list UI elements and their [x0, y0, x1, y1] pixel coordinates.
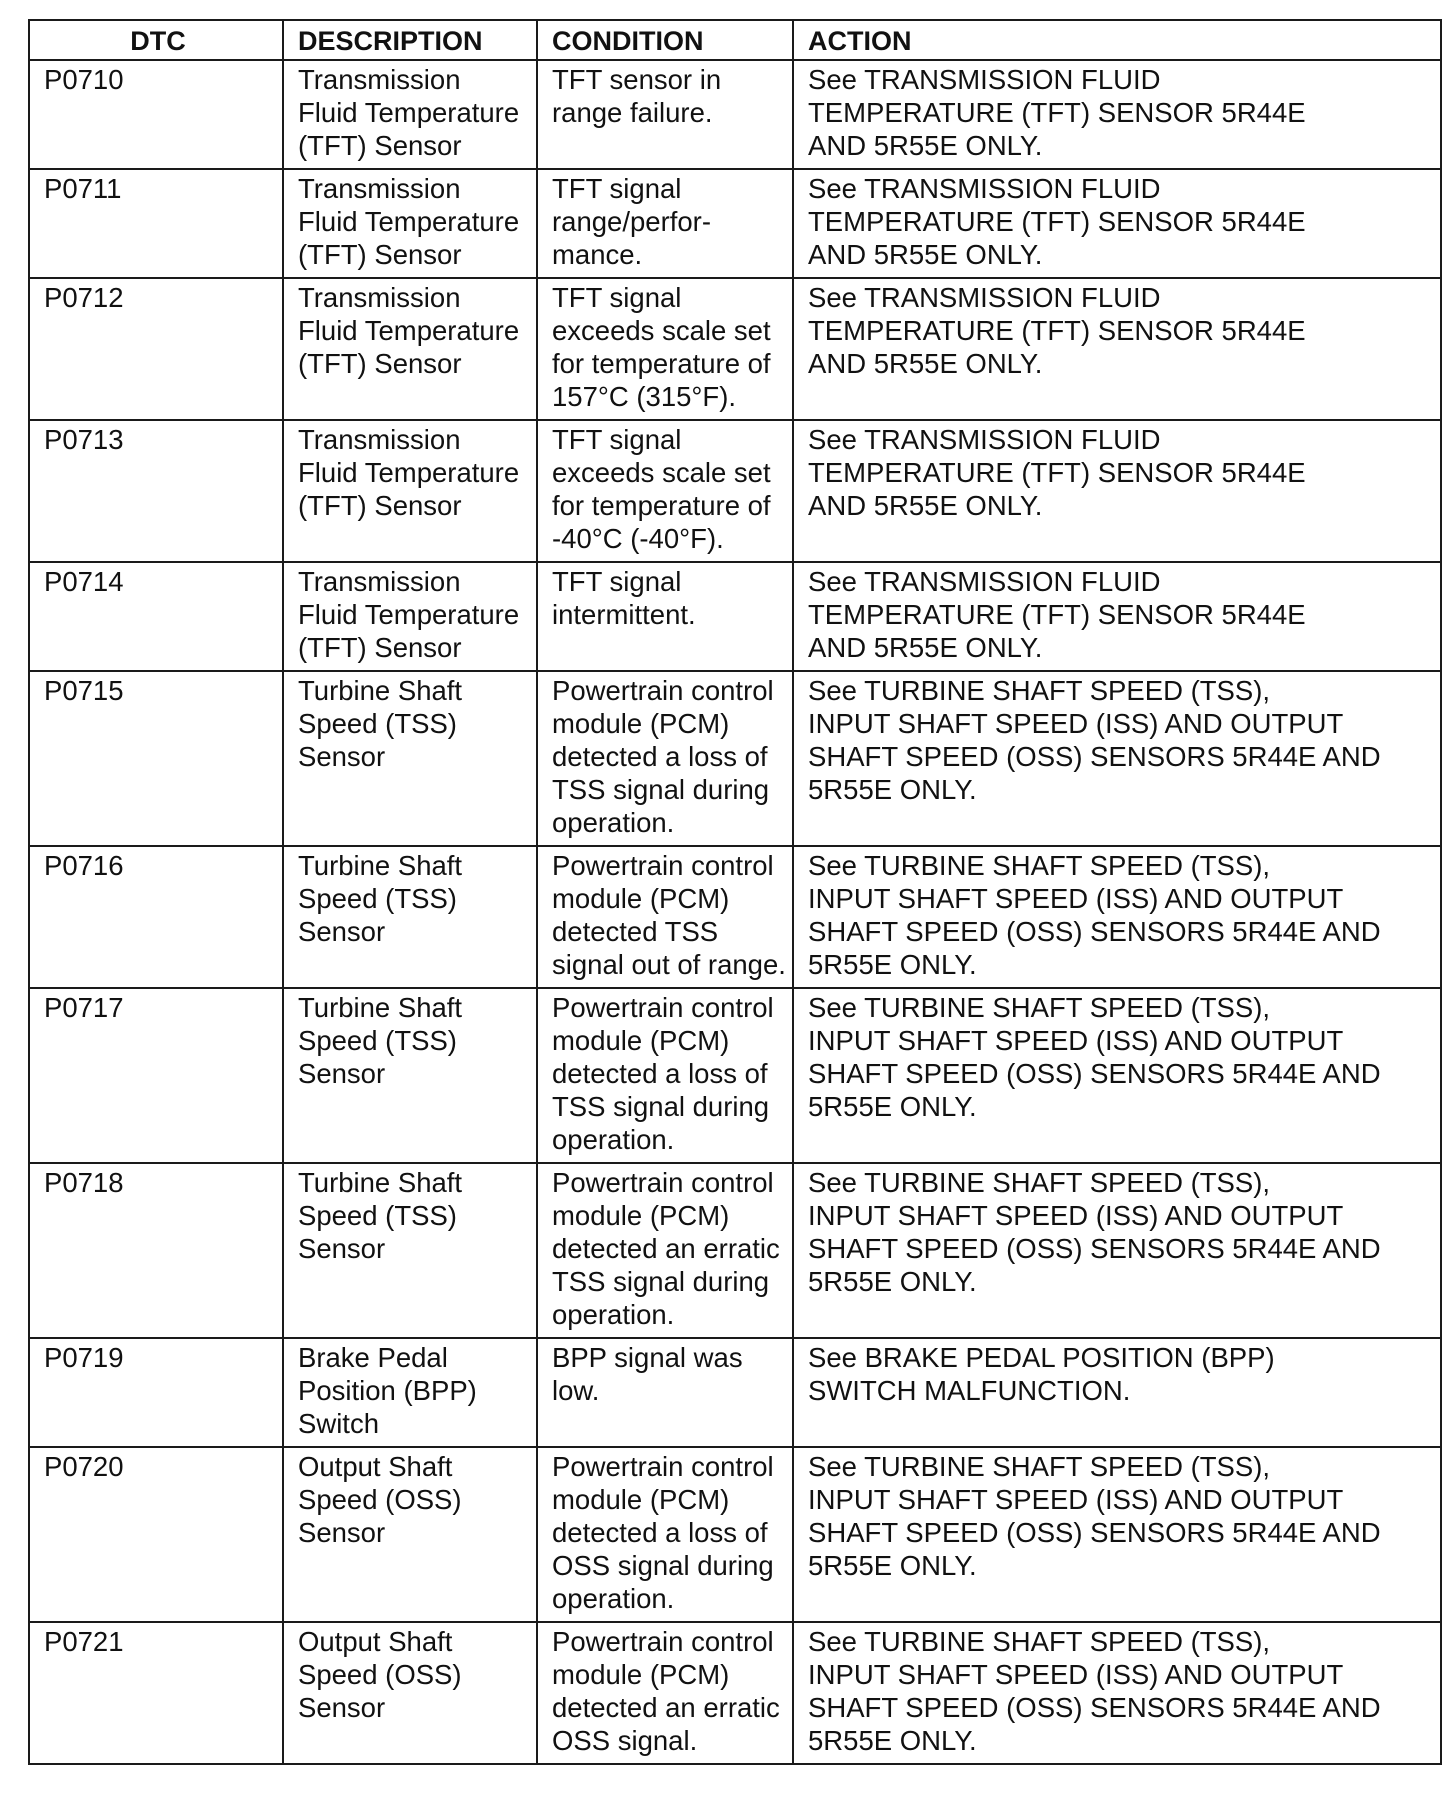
action-line: 5R55E ONLY.	[808, 1266, 977, 1297]
cell-description	[283, 278, 537, 420]
condition-line: TSS signal during	[552, 1091, 770, 1122]
table-row	[29, 1338, 1441, 1447]
action-line: 5R55E ONLY.	[808, 1091, 977, 1122]
action-line: See TRANSMISSION FLUID	[808, 566, 1161, 597]
condition-line: operation.	[552, 1299, 675, 1330]
condition-line: TFT signal	[552, 424, 682, 455]
cell-description	[283, 988, 537, 1163]
cell-condition	[537, 1338, 793, 1447]
cell-dtc: P0710	[29, 60, 283, 169]
condition-line: 157°C (315°F).	[552, 381, 737, 412]
condition-line: Powertrain control	[552, 992, 774, 1023]
action-line: INPUT SHAFT SPEED (ISS) AND OUTPUT	[808, 1659, 1344, 1690]
action-line: 5R55E ONLY.	[808, 949, 977, 980]
cell-dtc: P0716	[29, 846, 283, 988]
cell-action	[793, 1338, 1441, 1447]
action-line: SHAFT SPEED (OSS) SENSORS 5R44E AND	[808, 1517, 1381, 1548]
description-line: (TFT) Sensor	[298, 348, 462, 379]
action-line: SHAFT SPEED (OSS) SENSORS 5R44E AND	[808, 1692, 1381, 1723]
header-condition: CONDITION	[537, 20, 793, 60]
description-line: Speed (OSS)	[298, 1659, 462, 1690]
condition-line: detected a loss of	[552, 1517, 768, 1548]
action-line: SHAFT SPEED (OSS) SENSORS 5R44E AND	[808, 916, 1381, 947]
cell-dtc: P0711	[29, 169, 283, 278]
description-line: Sensor	[298, 1233, 386, 1264]
cell-dtc: P0714	[29, 562, 283, 671]
action-line: 5R55E ONLY.	[808, 1550, 977, 1581]
cell-action	[793, 988, 1441, 1163]
cell-condition	[537, 988, 793, 1163]
cell-description	[283, 671, 537, 846]
action-line: See TRANSMISSION FLUID	[808, 424, 1161, 455]
action-line: TEMPERATURE (TFT) SENSOR 5R44E	[808, 457, 1306, 488]
cell-action	[793, 420, 1441, 562]
table-row	[29, 988, 1441, 1163]
description-line: Transmission	[298, 282, 461, 313]
action-line: See TURBINE SHAFT SPEED (TSS),	[808, 1167, 1271, 1198]
condition-line: module (PCM)	[552, 1484, 730, 1515]
header-action: ACTION	[793, 20, 1441, 60]
condition-line: Powertrain control	[552, 1626, 774, 1657]
condition-line: detected a loss of	[552, 741, 768, 772]
description-line: Output Shaft	[298, 1626, 453, 1657]
condition-line: detected a loss of	[552, 1058, 768, 1089]
cell-description	[283, 1447, 537, 1622]
condition-line: range/perfor-	[552, 206, 711, 237]
description-line: Speed (OSS)	[298, 1484, 462, 1515]
cell-description	[283, 562, 537, 671]
condition-line: range failure.	[552, 97, 713, 128]
action-line: 5R55E ONLY.	[808, 774, 977, 805]
condition-line: module (PCM)	[552, 1025, 730, 1056]
action-line: See TRANSMISSION FLUID	[808, 282, 1161, 313]
cell-action	[793, 1447, 1441, 1622]
cell-action	[793, 169, 1441, 278]
action-line: INPUT SHAFT SPEED (ISS) AND OUTPUT	[808, 1025, 1344, 1056]
cell-description	[283, 169, 537, 278]
condition-line: Powertrain control	[552, 850, 774, 881]
cell-condition	[537, 169, 793, 278]
cell-description	[283, 420, 537, 562]
table-row	[29, 846, 1441, 988]
header-dtc: DTC	[29, 20, 283, 60]
condition-line: -40°C (-40°F).	[552, 523, 724, 554]
description-line: Sensor	[298, 1058, 386, 1089]
cell-condition	[537, 278, 793, 420]
description-line: Sensor	[298, 1692, 386, 1723]
cell-condition	[537, 1622, 793, 1764]
cell-condition	[537, 420, 793, 562]
action-line: SHAFT SPEED (OSS) SENSORS 5R44E AND	[808, 1058, 1381, 1089]
description-line: Speed (TSS)	[298, 883, 457, 914]
cell-condition	[537, 846, 793, 988]
condition-line: TFT signal	[552, 566, 682, 597]
condition-line: operation.	[552, 1124, 675, 1155]
action-line: TEMPERATURE (TFT) SENSOR 5R44E	[808, 315, 1306, 346]
cell-description	[283, 846, 537, 988]
description-line: Position (BPP)	[298, 1375, 477, 1406]
action-line: TEMPERATURE (TFT) SENSOR 5R44E	[808, 97, 1306, 128]
condition-line: module (PCM)	[552, 708, 730, 739]
description-line: Turbine Shaft	[298, 675, 463, 706]
action-line: INPUT SHAFT SPEED (ISS) AND OUTPUT	[808, 1200, 1344, 1231]
cell-action	[793, 671, 1441, 846]
cell-description	[283, 1338, 537, 1447]
cell-action	[793, 60, 1441, 169]
condition-line: OSS signal during	[552, 1550, 774, 1581]
cell-description	[283, 60, 537, 169]
action-line: See TURBINE SHAFT SPEED (TSS),	[808, 992, 1271, 1023]
table-row	[29, 562, 1441, 671]
cell-dtc: P0721	[29, 1622, 283, 1764]
action-line: See BRAKE PEDAL POSITION (BPP)	[808, 1342, 1275, 1373]
condition-line: mance.	[552, 239, 643, 270]
cell-dtc: P0720	[29, 1447, 283, 1622]
condition-line: BPP signal was	[552, 1342, 743, 1373]
description-line: Sensor	[298, 1517, 386, 1548]
description-line: Transmission	[298, 566, 461, 597]
description-line: Fluid Temperature	[298, 97, 520, 128]
action-line: INPUT SHAFT SPEED (ISS) AND OUTPUT	[808, 708, 1344, 739]
action-line: AND 5R55E ONLY.	[808, 490, 1043, 521]
cell-condition	[537, 60, 793, 169]
action-line: 5R55E ONLY.	[808, 1725, 977, 1756]
condition-line: module (PCM)	[552, 883, 730, 914]
table-row	[29, 1163, 1441, 1338]
condition-line: TFT sensor in	[552, 64, 722, 95]
condition-line: TSS signal during	[552, 1266, 770, 1297]
action-line: INPUT SHAFT SPEED (ISS) AND OUTPUT	[808, 883, 1344, 914]
description-line: Sensor	[298, 741, 386, 772]
description-line: Fluid Temperature	[298, 599, 520, 630]
condition-line: Powertrain control	[552, 1451, 774, 1482]
condition-line: operation.	[552, 807, 675, 838]
action-line: TEMPERATURE (TFT) SENSOR 5R44E	[808, 599, 1306, 630]
description-line: Brake Pedal	[298, 1342, 448, 1373]
description-line: Output Shaft	[298, 1451, 453, 1482]
cell-dtc: P0713	[29, 420, 283, 562]
description-line: Speed (TSS)	[298, 1200, 457, 1231]
description-line: (TFT) Sensor	[298, 490, 462, 521]
action-line: AND 5R55E ONLY.	[808, 239, 1043, 270]
table-row	[29, 169, 1441, 278]
description-line: Fluid Temperature	[298, 206, 520, 237]
description-line: Speed (TSS)	[298, 1025, 457, 1056]
cell-action	[793, 846, 1441, 988]
table-row	[29, 278, 1441, 420]
cell-action	[793, 1163, 1441, 1338]
condition-line: intermittent.	[552, 599, 696, 630]
cell-condition	[537, 1163, 793, 1338]
condition-line: OSS signal.	[552, 1725, 698, 1756]
description-line: Turbine Shaft	[298, 850, 463, 881]
cell-action	[793, 1622, 1441, 1764]
condition-line: Powertrain control	[552, 1167, 774, 1198]
action-line: See TRANSMISSION FLUID	[808, 64, 1161, 95]
description-line: Fluid Temperature	[298, 315, 520, 346]
action-line: SHAFT SPEED (OSS) SENSORS 5R44E AND	[808, 1233, 1381, 1264]
condition-line: exceeds scale set	[552, 457, 771, 488]
condition-line: module (PCM)	[552, 1659, 730, 1690]
cell-action	[793, 278, 1441, 420]
condition-line: low.	[552, 1375, 600, 1406]
action-line: AND 5R55E ONLY.	[808, 348, 1043, 379]
cell-action	[793, 562, 1441, 671]
description-line: (TFT) Sensor	[298, 130, 462, 161]
cell-condition	[537, 671, 793, 846]
table-row	[29, 1447, 1441, 1622]
action-line: See TRANSMISSION FLUID	[808, 173, 1161, 204]
cell-dtc: P0719	[29, 1338, 283, 1447]
condition-line: for temperature of	[552, 490, 771, 521]
description-line: Transmission	[298, 424, 461, 455]
table-row	[29, 671, 1441, 846]
cell-description	[283, 1163, 537, 1338]
action-line: See TURBINE SHAFT SPEED (TSS),	[808, 1451, 1271, 1482]
description-line: Fluid Temperature	[298, 457, 520, 488]
condition-line: exceeds scale set	[552, 315, 771, 346]
action-line: AND 5R55E ONLY.	[808, 130, 1043, 161]
condition-line: operation.	[552, 1583, 675, 1614]
action-line: AND 5R55E ONLY.	[808, 632, 1043, 663]
cell-description	[283, 1622, 537, 1764]
condition-line: Powertrain control	[552, 675, 774, 706]
table-body	[29, 60, 1441, 1764]
cell-dtc: P0712	[29, 278, 283, 420]
condition-line: detected an erratic	[552, 1692, 780, 1723]
action-line: SHAFT SPEED (OSS) SENSORS 5R44E AND	[808, 741, 1381, 772]
cell-dtc: P0715	[29, 671, 283, 846]
description-line: (TFT) Sensor	[298, 632, 462, 663]
cell-dtc: P0718	[29, 1163, 283, 1338]
cell-condition	[537, 1447, 793, 1622]
action-line: INPUT SHAFT SPEED (ISS) AND OUTPUT	[808, 1484, 1344, 1515]
table-header	[29, 20, 1441, 60]
condition-line: detected an erratic	[552, 1233, 780, 1264]
table-row	[29, 60, 1441, 169]
header-row	[29, 20, 1441, 60]
action-line: See TURBINE SHAFT SPEED (TSS),	[808, 1626, 1271, 1657]
description-line: (TFT) Sensor	[298, 239, 462, 270]
description-line: Transmission	[298, 173, 461, 204]
description-line: Turbine Shaft	[298, 1167, 463, 1198]
action-line: See TURBINE SHAFT SPEED (TSS),	[808, 675, 1271, 706]
action-line: See TURBINE SHAFT SPEED (TSS),	[808, 850, 1271, 881]
table-row	[29, 1622, 1441, 1764]
dtc-table	[28, 19, 1442, 1765]
condition-line: signal out of range.	[552, 949, 786, 980]
cell-condition	[537, 562, 793, 671]
description-line: Sensor	[298, 916, 386, 947]
condition-line: TFT signal	[552, 173, 682, 204]
description-line: Switch	[298, 1408, 379, 1439]
condition-line: detected TSS	[552, 916, 719, 947]
condition-line: TFT signal	[552, 282, 682, 313]
action-line: TEMPERATURE (TFT) SENSOR 5R44E	[808, 206, 1306, 237]
condition-line: for temperature of	[552, 348, 771, 379]
table-row	[29, 420, 1441, 562]
condition-line: TSS signal during	[552, 774, 770, 805]
action-line: SWITCH MALFUNCTION.	[808, 1375, 1131, 1406]
condition-line: module (PCM)	[552, 1200, 730, 1231]
description-line: Turbine Shaft	[298, 992, 463, 1023]
cell-dtc: P0717	[29, 988, 283, 1163]
description-line: Transmission	[298, 64, 461, 95]
header-description: DESCRIPTION	[283, 20, 537, 60]
description-line: Speed (TSS)	[298, 708, 457, 739]
